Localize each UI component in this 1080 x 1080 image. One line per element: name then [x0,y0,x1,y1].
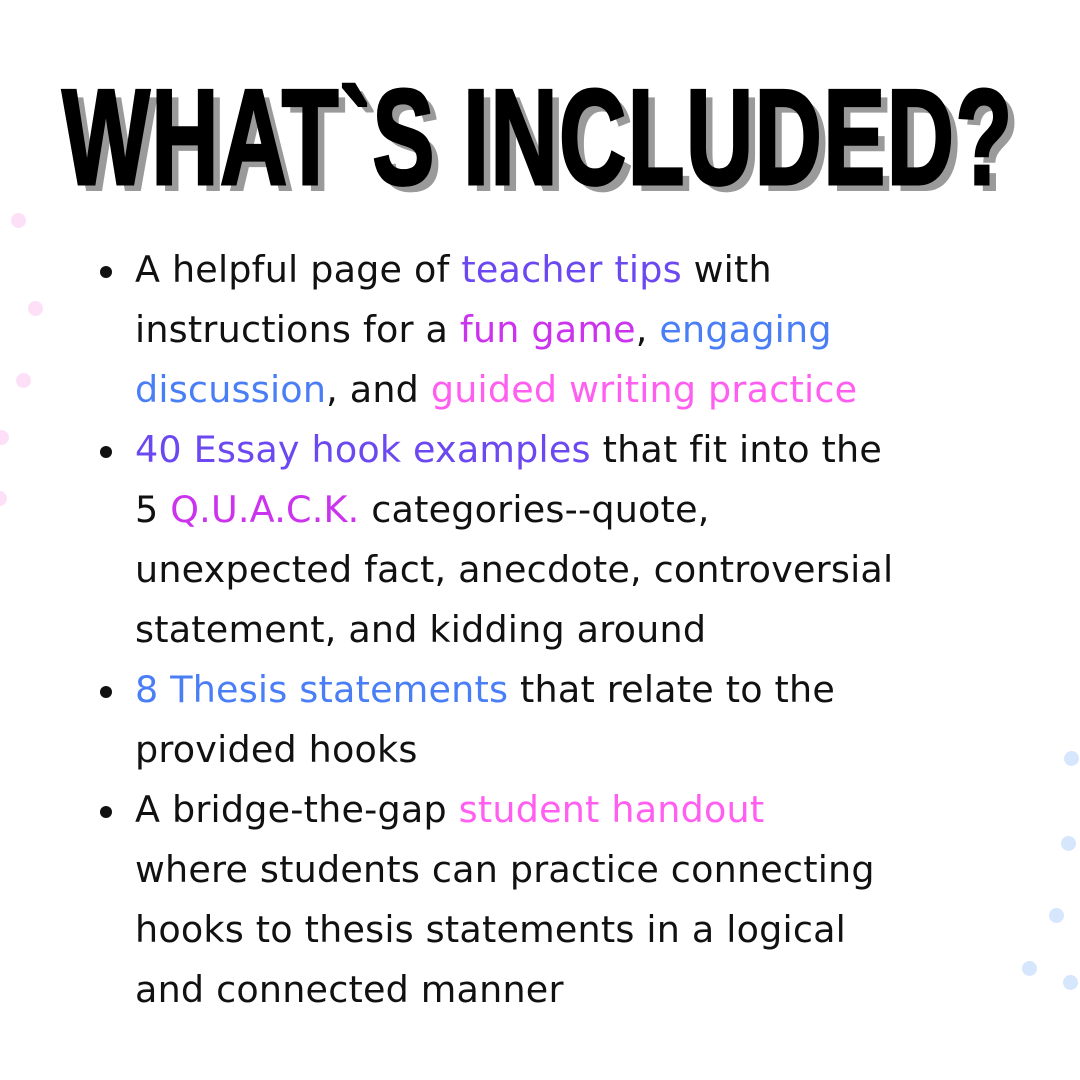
highlight-purple: 40 Essay hook examples [135,428,591,471]
text-segment: that fit into the [590,428,883,471]
list-item-line [135,660,1080,720]
text-segment: and connected manner [135,968,564,1011]
list-item [0,660,1080,780]
bullet-icon [100,686,112,698]
text-segment: A bridge-the-gap [135,788,459,831]
text-segment: A helpful page of [135,248,462,291]
text-segment: 5 [135,488,171,531]
list-item-line [135,420,1080,480]
list-item-line [135,600,1080,660]
list-item-line [135,780,1080,840]
dot [1049,908,1064,923]
dot [16,373,31,388]
text-segment: unexpected fact, anecdote, controversial [135,548,894,591]
list-item-line [135,960,1080,1020]
text-segment: with [681,248,772,291]
dot [1063,975,1078,990]
highlight-purple: teacher tips [461,248,682,291]
bullet-icon [100,266,112,278]
dot [11,213,26,228]
dot [1022,961,1037,976]
list-item [0,780,1080,1020]
highlight-magenta: Q.U.A.C.K. [170,488,360,531]
text-segment: that relate to the [508,668,836,711]
text-segment: hooks to thesis statements in a logical [135,908,847,951]
page-title [62,62,1022,212]
list-item [0,240,1080,420]
highlight-blue: discussion [135,368,327,411]
included-list [0,240,1080,1020]
bullet-icon [100,446,112,458]
list-item-line [135,540,1080,600]
list-item [0,420,1080,660]
highlight-blue: 8 Thesis statements [135,668,509,711]
bullet-icon [100,806,112,818]
list-item-line [135,480,1080,540]
list-item-line [135,840,1080,900]
highlight-blue: engaging [659,308,832,351]
highlight-pink: student handout [458,788,765,831]
list-item-line [135,240,1080,300]
text-segment: statement, and kidding around [135,608,707,651]
list-item-line [135,900,1080,960]
dot [1064,751,1079,766]
highlight-pink: guided writing practice [430,368,858,411]
highlight-magenta: fun game [459,308,636,351]
text-segment: , [635,308,660,351]
dot [1061,836,1076,851]
text-segment: instructions for a [135,308,460,351]
text-segment: provided hooks [135,728,418,771]
list-item-line [135,360,1080,420]
title-text: WHAT`S INCLUDED? [62,61,1014,213]
text-segment: where students can practice connecting [135,848,875,891]
list-item-line [135,720,1080,780]
text-segment: , and [326,368,431,411]
dot [28,301,43,316]
list-item-line [135,300,1080,360]
text-segment: categories--quote, [359,488,710,531]
